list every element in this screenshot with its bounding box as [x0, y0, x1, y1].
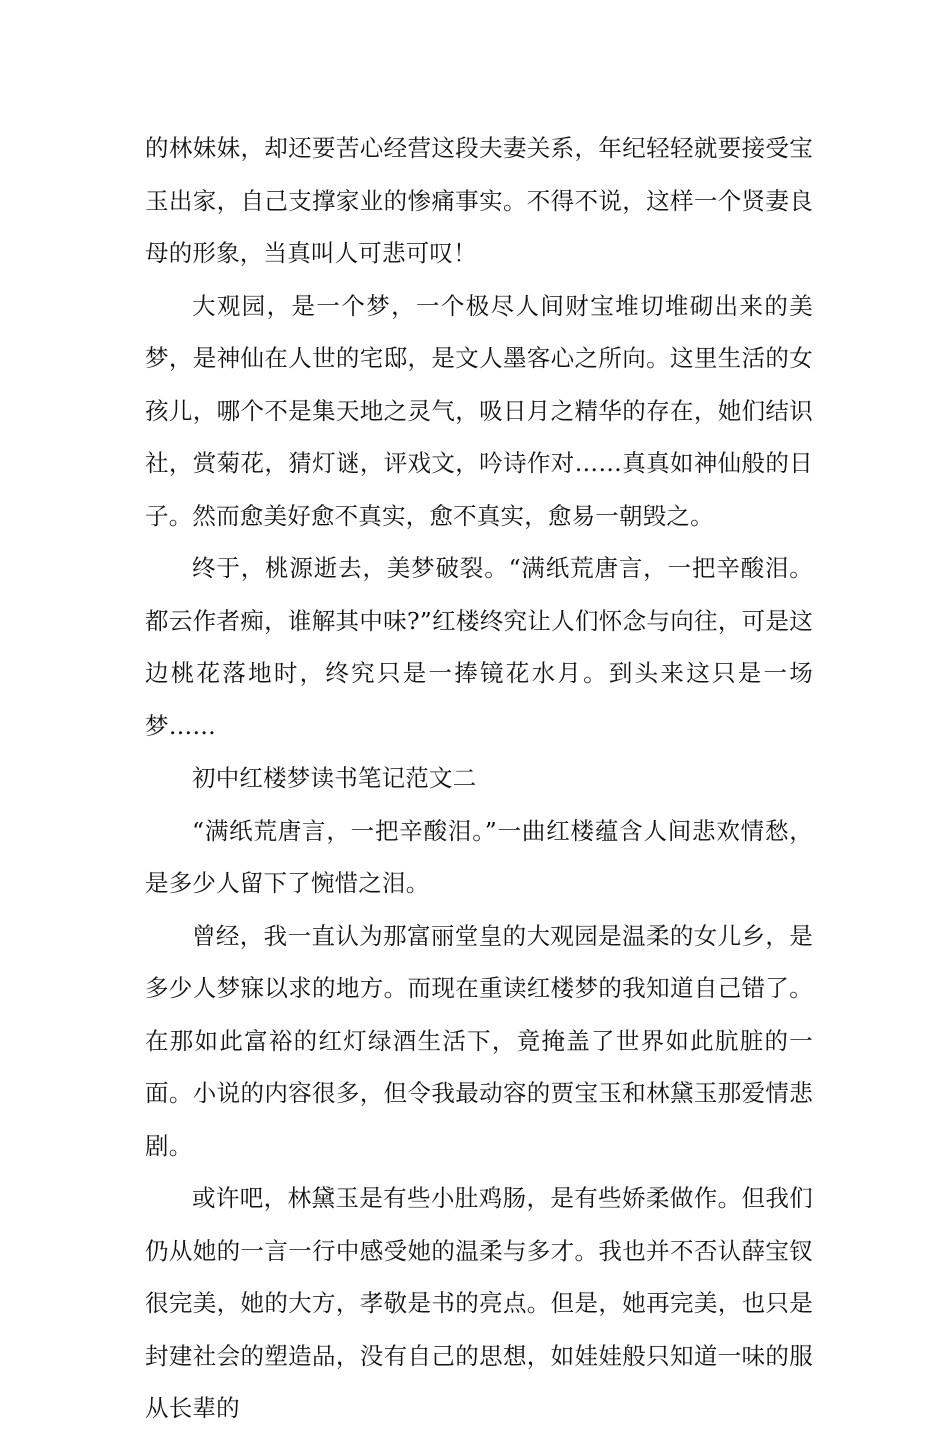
section-heading: 初中红楼梦读书笔记范文二 [192, 764, 477, 792]
paragraph-continuation: 的林妹妹，却还要苦心经营这段夫妻关系，年纪轻轻就要接受宝玉出家，自己支撑家业的惨痛事实。不得不说，这样一个贤妻良母的形象，当真叫人可悲可叹！ [145, 134, 813, 267]
paragraph-dream-broken: 终于，桃源逝去，美梦破裂。“满纸荒唐言，一把辛酸泪。都云作者痴，谁解其中味?”红楼终究让人们怀念与向往，可是这边桃花落地时，终究只是一捧镜花水月。到头来这只是一场梦…… [145, 554, 813, 740]
document-body [145, 122, 813, 1435]
paragraph-once-believed: 曾经，我一直认为那富丽堂皇的大观园是温柔的女儿乡，是多少人梦寐以求的地方。而现在重读红楼梦的我知道自己错了。在那如此富裕的红灯绿酒生活下，竟掩盖了世界如此肮脏的一面。小说的内容很多，但令我最动容的贾宝玉和林黛玉那爱情悲剧。 [145, 921, 813, 1160]
paragraph-lin-daiyu: 或许吧，林黛玉是有些小肚鸡肠，是有些娇柔做作。但我们仍从她的一言一行中感受她的温柔与多才。我也并不否认薛宝钗很完美，她的大方，孝敬是书的亮点。但是，她再完美，也只是封建社会的塑造品，没有自己的思想，如娃娃般只知道一味的服从长辈的 [145, 1184, 813, 1422]
paragraph-grand-view-garden: 大观园，是一个梦，一个极尽人间财宝堆切堆砌出来的美梦，是神仙在人世的宅邸，是文人墨客心之所向。这里生活的女孩儿，哪个不是集天地之灵气，吸日月之精华的存在，她们结识社，赏菊花，猜灯谜，评戏文，吟诗作对……真真如神仙般的日子。然而愈美好愈不真实，愈不真实，愈易一朝毁之。 [145, 291, 813, 530]
paragraph-opening-quote: “满纸荒唐言，一把辛酸泪。”一曲红楼蕴含人间悲欢情愁，是多少人留下了惋惜之泪。 [145, 816, 813, 897]
